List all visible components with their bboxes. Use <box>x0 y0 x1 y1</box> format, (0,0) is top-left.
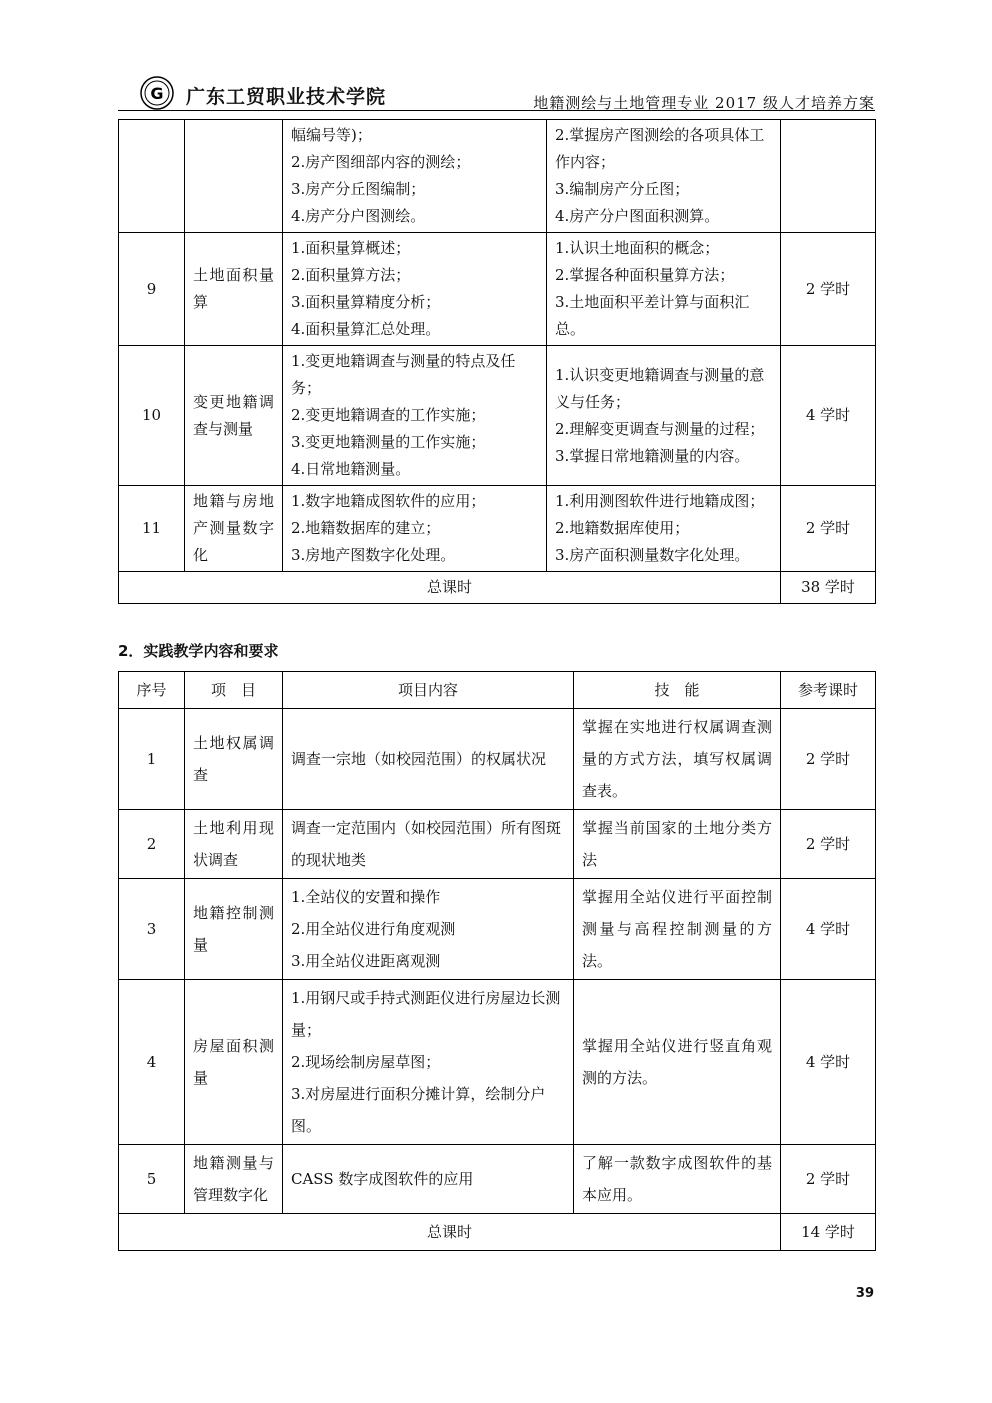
text-line: 调查一宗地（如校园范围）的权属状况 <box>291 750 547 768</box>
text-line: 3.对房屋进行面积分摊计算，绘制分户图。 <box>291 1085 546 1135</box>
text-line: 2.现场绘制房屋草图； <box>291 1053 441 1071</box>
row-number <box>119 120 185 233</box>
row-skill: 掌握用全站仪进行平面控制测量与高程控制测量的方法。 <box>574 879 781 980</box>
row-item: 土地面积量算 <box>185 233 283 346</box>
row-item <box>185 120 283 233</box>
theory-course-table <box>118 119 876 604</box>
row-requirement <box>547 233 781 346</box>
page-number: 39 <box>855 1286 874 1301</box>
text-line: 2.地籍数据库使用； <box>555 519 690 537</box>
table-header-row <box>119 672 876 709</box>
total-label: 总课时 <box>119 572 781 604</box>
row-number: 5 <box>119 1145 185 1214</box>
total-hours: 14 学时 <box>781 1214 876 1251</box>
text-line: 3.房地产图数字化处理。 <box>291 546 456 564</box>
text-line: 3.编制房产分丘图； <box>555 180 690 198</box>
row-content <box>283 1145 574 1214</box>
row-requirement <box>547 120 781 233</box>
row-content <box>283 346 547 486</box>
doc-title: 地籍测绘与土地管理专业 2017 级人才培养方案 <box>533 94 875 112</box>
text-line: 1.认识变更地籍调查与测量的意义与任务； <box>555 365 765 411</box>
header-no: 序号 <box>119 672 185 709</box>
total-row <box>119 1214 876 1251</box>
row-content <box>283 709 574 810</box>
row-content <box>283 486 547 572</box>
text-line: 3.用全站仪进距离观测 <box>291 952 441 970</box>
row-hours: 4 学时 <box>781 980 876 1145</box>
text-line: 幅编号等)； <box>291 126 372 144</box>
row-hours: 2 学时 <box>781 709 876 810</box>
total-label: 总课时 <box>119 1214 781 1251</box>
text-line: 2.地籍数据库的建立； <box>291 519 441 537</box>
text-line: 1.利用测图软件进行地籍成图； <box>555 492 765 510</box>
row-item: 变更地籍调查与测量 <box>185 346 283 486</box>
table-row <box>119 980 876 1145</box>
row-number: 2 <box>119 810 185 879</box>
text-line: 1.面积量算概述； <box>291 239 411 257</box>
text-line: CASS 数字成图软件的应用 <box>291 1170 474 1188</box>
table-row <box>119 346 876 486</box>
text-line: 1.变更地籍调查与测量的特点及任务； <box>291 352 516 397</box>
row-number: 1 <box>119 709 185 810</box>
row-item: 房屋面积测量 <box>185 980 283 1145</box>
row-skill: 掌握用全站仪进行竖直角观测的方法。 <box>574 980 781 1145</box>
text-line: 4.日常地籍测量。 <box>291 460 411 478</box>
section-title: 2．实践教学内容和要求 <box>118 642 279 660</box>
table-row <box>119 120 876 233</box>
table-row <box>119 233 876 346</box>
row-hours: 2 学时 <box>781 486 876 572</box>
row-content <box>283 120 547 233</box>
header-item: 项 目 <box>185 672 283 709</box>
text-line: 1.用钢尺或手持式测距仪进行房屋边长测量； <box>291 989 561 1039</box>
row-content <box>283 810 574 879</box>
text-line: 3.房产分丘图编制； <box>291 180 426 198</box>
header-hours: 参考课时 <box>781 672 876 709</box>
text-line: 1.认识土地面积的概念； <box>555 239 720 257</box>
row-number: 3 <box>119 879 185 980</box>
text-line: 2.面积量算方法； <box>291 266 411 284</box>
row-content <box>283 879 574 980</box>
row-requirement <box>547 346 781 486</box>
row-skill: 了解一款数字成图软件的基本应用。 <box>574 1145 781 1214</box>
row-hours <box>781 120 876 233</box>
text-line: 2.掌握各种面积量算方法； <box>555 266 735 284</box>
row-skill: 掌握在实地进行权属调查测量的方式方法，填写权属调查表。 <box>574 709 781 810</box>
row-item: 地籍与房地产测量数字化 <box>185 486 283 572</box>
row-item: 地籍控制测量 <box>185 879 283 980</box>
text-line: 2.用全站仪进行角度观测 <box>291 920 456 938</box>
practice-course-table <box>118 671 876 1251</box>
table-row <box>119 709 876 810</box>
row-hours: 4 学时 <box>781 346 876 486</box>
text-line: 3.变更地籍测量的工作实施； <box>291 433 486 451</box>
svg-text:G: G <box>150 84 164 103</box>
text-line: 4.面积量算汇总处理。 <box>291 320 441 338</box>
text-line: 4.房产分户图测绘。 <box>291 207 426 225</box>
header-content: 项目内容 <box>283 672 574 709</box>
row-hours: 2 学时 <box>781 1145 876 1214</box>
school-logo <box>140 76 174 110</box>
text-line: 3.掌握日常地籍测量的内容。 <box>555 446 750 465</box>
row-hours: 2 学时 <box>781 810 876 879</box>
text-line: 3.土地面积平差计算与面积汇总。 <box>555 293 750 338</box>
page-header <box>118 70 875 111</box>
table-row <box>119 486 876 572</box>
row-content <box>283 233 547 346</box>
text-line: 2.掌握房产图测绘的各项具体工作内容； <box>555 126 765 171</box>
total-hours: 38 学时 <box>781 572 876 604</box>
row-hours: 4 学时 <box>781 879 876 980</box>
row-hours: 2 学时 <box>781 233 876 346</box>
total-row <box>119 572 876 604</box>
table-row <box>119 879 876 980</box>
row-item: 土地利用现状调查 <box>185 810 283 879</box>
header-skill: 技 能 <box>574 672 781 709</box>
text-line: 1.数字地籍成图软件的应用； <box>291 492 486 510</box>
text-line: 2.变更地籍调查的工作实施； <box>291 406 486 424</box>
row-number: 10 <box>119 346 185 486</box>
row-item: 地籍测量与管理数字化 <box>185 1145 283 1214</box>
school-name: 广东工贸职业技术学院 <box>186 86 387 108</box>
row-number: 4 <box>119 980 185 1145</box>
text-line: 2.房产图细部内容的测绘； <box>291 153 471 171</box>
table-row <box>119 810 876 879</box>
row-skill: 掌握当前国家的土地分类方法 <box>574 810 781 879</box>
row-content <box>283 980 574 1145</box>
text-line: 调查一定范围内（如校园范围）所有图斑的现状地类 <box>291 819 562 869</box>
row-item: 土地权属调查 <box>185 709 283 810</box>
text-line: 2.理解变更调查与测量的过程； <box>555 419 765 438</box>
row-requirement <box>547 486 781 572</box>
text-line: 3.面积量算精度分析； <box>291 293 441 311</box>
table-row <box>119 1145 876 1214</box>
row-number: 9 <box>119 233 185 346</box>
row-number: 11 <box>119 486 185 572</box>
text-line: 3.房产面积测量数字化处理。 <box>555 546 750 564</box>
text-line: 4.房产分户图面积测算。 <box>555 207 720 225</box>
text-line: 1.全站仪的安置和操作 <box>291 888 441 906</box>
